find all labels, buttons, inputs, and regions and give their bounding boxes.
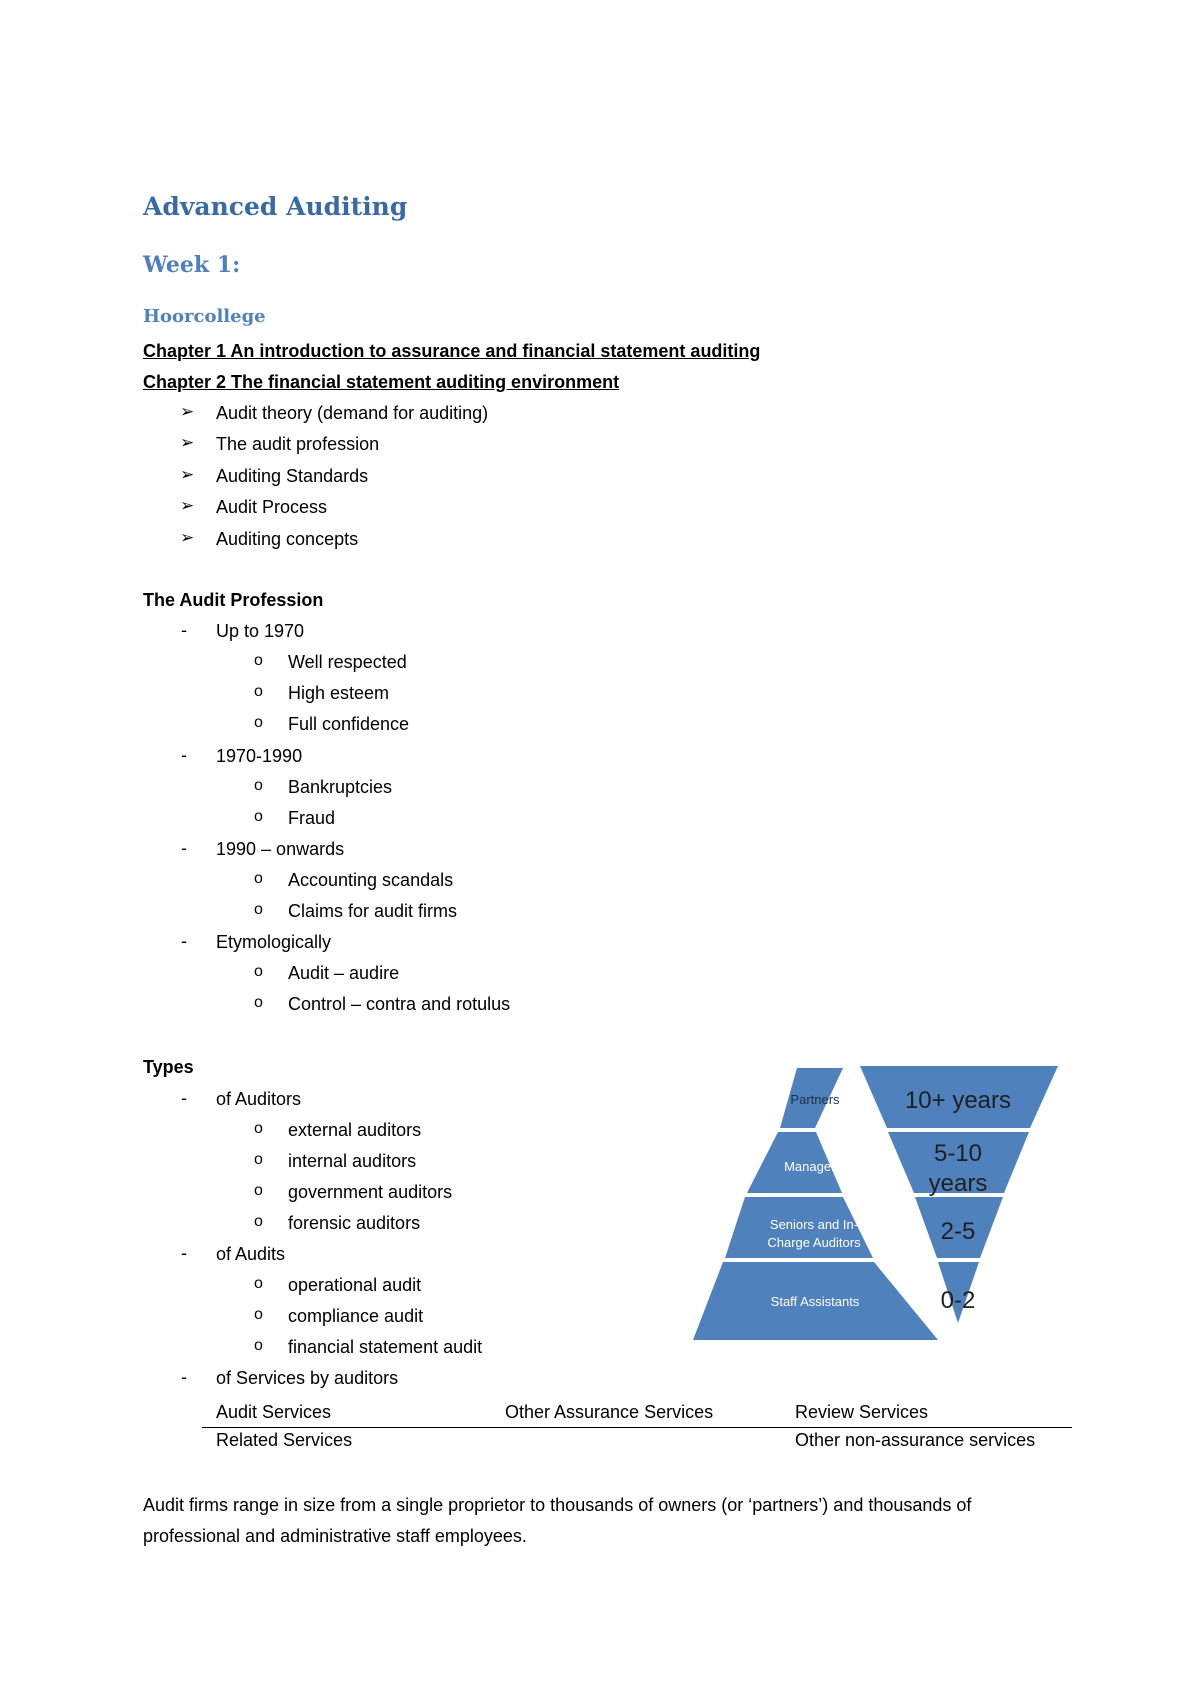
topic-item: The audit profession <box>216 434 380 454</box>
section-heading: Hoorcollege <box>143 306 266 327</box>
profession-item: Well respected <box>288 652 407 672</box>
circle-bullet: o <box>254 1275 263 1292</box>
profession-group-label: 1970-1990 <box>216 746 303 766</box>
chapter-1: Chapter 1 An introduction to assurance and financial statement auditing <box>143 341 761 361</box>
circle-bullet: o <box>254 994 263 1011</box>
arrow-bullet-icon: ➢ <box>180 402 195 421</box>
circle-bullet: o <box>254 683 263 700</box>
service-cell: Review Services <box>795 1402 929 1422</box>
service-cell: Other Assurance Services <box>505 1402 714 1422</box>
circle-bullet: o <box>254 714 263 731</box>
arrow-bullet-icon: ➢ <box>180 496 195 515</box>
types-item: forensic auditors <box>288 1213 421 1233</box>
circle-bullet: o <box>254 1120 263 1137</box>
chapter-2: Chapter 2 The financial statement auditing environment <box>143 372 620 392</box>
document-title: Advanced Auditing <box>143 192 408 221</box>
years-label: 10+ years <box>904 1087 1012 1114</box>
topic-item: Auditing concepts <box>216 529 359 549</box>
profession-heading: The Audit Profession <box>143 590 324 610</box>
dash-bullet: - <box>181 931 187 951</box>
types-group-label: of Auditors <box>216 1089 302 1109</box>
role-label: Seniors and In- <box>769 1217 859 1232</box>
types-heading: Types <box>143 1057 194 1077</box>
dash-bullet: - <box>181 745 187 765</box>
circle-bullet: o <box>254 1306 263 1323</box>
dash-bullet: - <box>181 620 187 640</box>
years-label: 5-10 <box>933 1140 983 1167</box>
circle-bullet: o <box>254 777 263 794</box>
table-rule <box>202 1427 1072 1428</box>
service-cell: Related Services <box>216 1430 353 1450</box>
role-label: Charge Auditors <box>767 1235 861 1250</box>
profession-group-label: Etymologically <box>216 932 332 952</box>
circle-bullet: o <box>254 808 263 825</box>
profession-item: High esteem <box>288 683 390 703</box>
service-cell: Other non-assurance services <box>795 1430 1036 1450</box>
profession-item: Full confidence <box>288 714 410 734</box>
types-group-label: of Audits <box>216 1244 286 1264</box>
circle-bullet: o <box>254 1151 263 1168</box>
dash-bullet: - <box>181 1367 187 1387</box>
circle-bullet: o <box>254 1213 263 1230</box>
years-label: 0-2 <box>940 1287 976 1314</box>
profession-group-label: 1990 – onwards <box>216 839 345 859</box>
circle-bullet: o <box>254 1182 263 1199</box>
circle-bullet: o <box>254 652 263 669</box>
profession-item: Bankruptcies <box>288 777 393 797</box>
arrow-bullet-icon: ➢ <box>180 433 195 452</box>
circle-bullet: o <box>254 901 263 918</box>
service-cell: Audit Services <box>216 1402 332 1422</box>
profession-item: Audit – audire <box>288 963 400 983</box>
types-item: compliance audit <box>288 1306 424 1326</box>
week-heading: Week 1: <box>143 252 241 278</box>
circle-bullet: o <box>254 963 263 980</box>
types-group-label: of Services by auditors <box>216 1368 399 1388</box>
years-label: years <box>928 1170 988 1197</box>
arrow-bullet-icon: ➢ <box>180 465 195 484</box>
profession-item: Control – contra and rotulus <box>288 994 511 1014</box>
dash-bullet: - <box>181 838 187 858</box>
profession-item: Fraud <box>288 808 336 828</box>
types-item: government auditors <box>288 1182 453 1202</box>
arrow-bullet-icon: ➢ <box>180 528 195 547</box>
types-item: external auditors <box>288 1120 422 1140</box>
types-item: operational audit <box>288 1275 422 1295</box>
years-label: 2-5 <box>940 1218 976 1245</box>
body-paragraph: Audit firms range in size from a single proprietor to thousands of owners (or ‘partners’) and thousands of professional and administrative staff employees. <box>143 1495 972 1546</box>
circle-bullet: o <box>254 1337 263 1354</box>
role-label: Managers <box>784 1159 842 1174</box>
role-label: Staff Assistants <box>770 1294 860 1309</box>
hierarchy-pyramid-diagram <box>690 1063 1065 1343</box>
types-item: financial statement audit <box>288 1337 483 1357</box>
profession-item: Claims for audit firms <box>288 901 458 921</box>
topic-item: Audit theory (demand for auditing) <box>216 403 489 423</box>
dash-bullet: - <box>181 1243 187 1263</box>
dash-bullet: - <box>181 1088 187 1108</box>
types-item: internal auditors <box>288 1151 417 1171</box>
topic-item: Audit Process <box>216 497 328 517</box>
profession-group-label: Up to 1970 <box>216 621 305 641</box>
topic-item: Auditing Standards <box>216 466 369 486</box>
role-label: Partners <box>790 1092 840 1107</box>
circle-bullet: o <box>254 870 263 887</box>
profession-item: Accounting scandals <box>288 870 454 890</box>
